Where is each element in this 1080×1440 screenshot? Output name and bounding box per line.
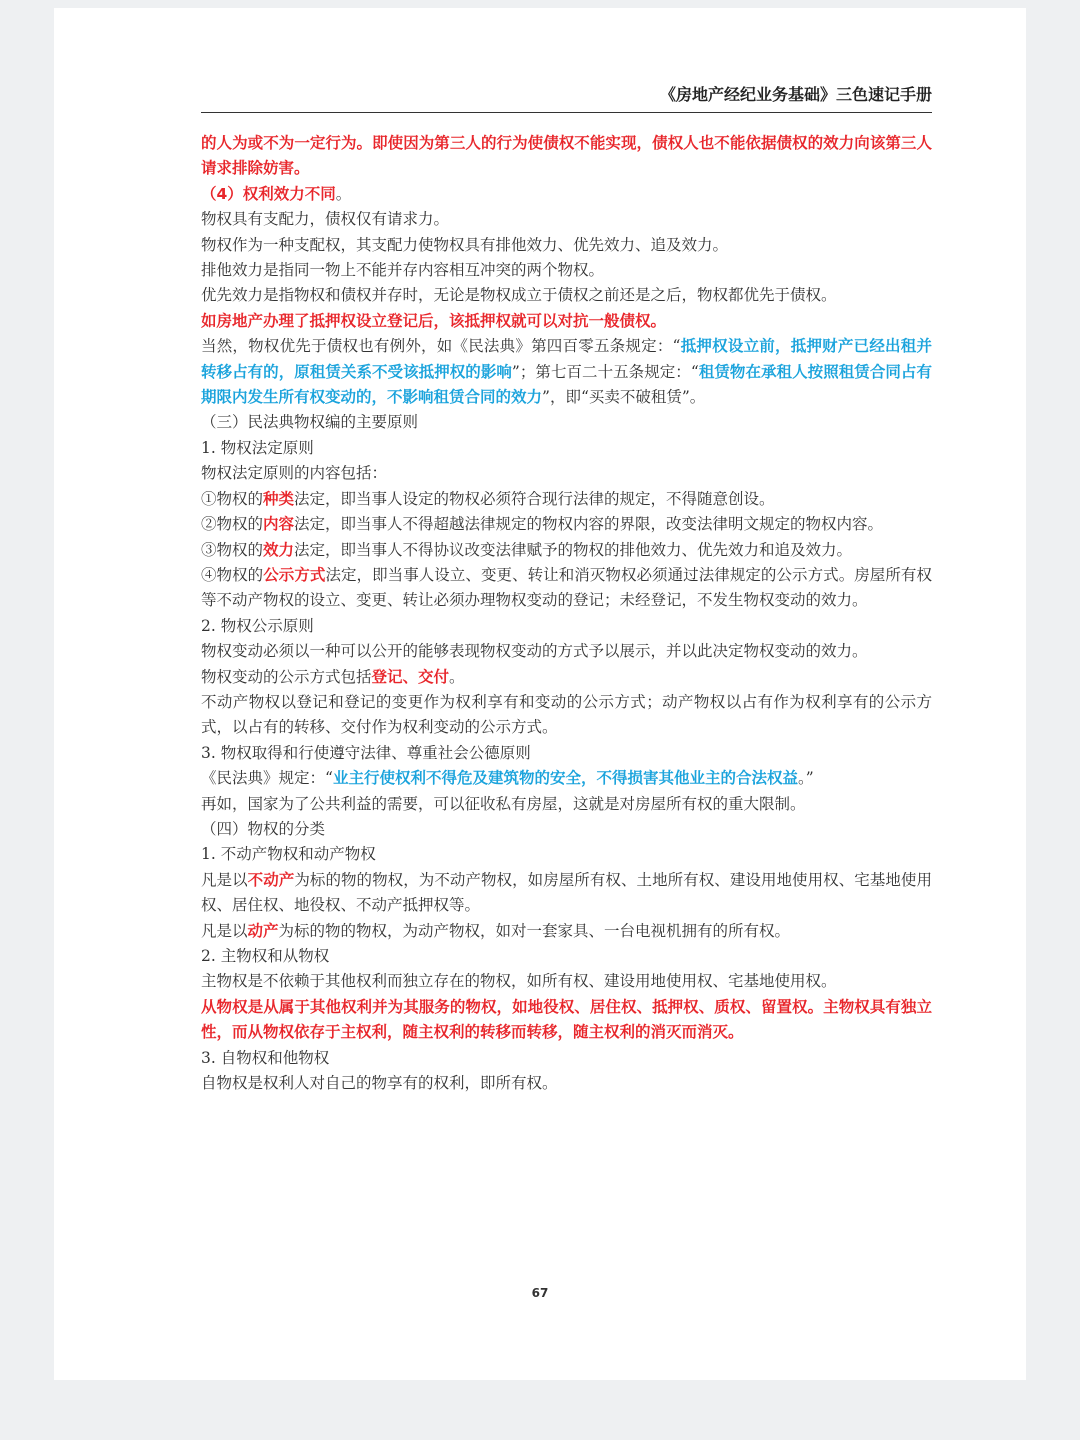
text-run: 3. 自物权和他物权: [201, 1048, 330, 1067]
red-highlight-text: 种类: [263, 489, 295, 508]
text-run: 排他效力是指同一物上不能并存内容相互冲突的两个物权。: [201, 261, 605, 280]
text-run: 。: [449, 667, 465, 686]
red-highlight-text: （4）权利效力不同: [201, 184, 336, 203]
paragraph: [201, 207, 932, 232]
red-highlight-text: 如房地产办理了抵押权设立登记后，该抵押权就可以对抗一般债权。: [201, 311, 667, 330]
red-highlight-text: 内容: [263, 515, 295, 534]
paragraph: [201, 436, 932, 461]
text-run: 物权变动必须以一种可以公开的能够表现物权变动的方式予以展示，并以此决定物权变动的效力。: [201, 642, 868, 661]
text-run: 物权法定原则的内容包括：: [201, 464, 388, 483]
paragraph: [201, 690, 932, 741]
text-run: ③物权的: [201, 540, 264, 559]
blue-highlight-text: 租赁物在承租人按照租赁合同占有期限内发生所有权变动的，不影响租赁合同的效力: [201, 362, 932, 407]
paragraph: [201, 309, 932, 334]
red-highlight-text: 从物权是从属于其他权利并为其服务的物权，如地役权、居住权、抵押权、质权、留置权。主物权具有独立性，而从物权依存于主权利，随主权利的转移而转移，随主权利的消灭而消灭。: [201, 997, 932, 1042]
text-run: 当然，物权优先于债权也有例外，如《民法典》第四百零五条规定：“: [201, 337, 681, 356]
paragraph: [201, 766, 932, 791]
paragraph: [201, 792, 932, 817]
paragraph: [201, 665, 932, 690]
text-run: ④物权的: [201, 565, 264, 584]
text-run: 再如，国家为了公共利益的需要，可以征收私有房屋，这就是对房屋所有权的重大限制。: [201, 794, 806, 813]
text-run: 为标的物的物权，为不动产物权，如房屋所有权、土地所有权、建设用地使用权、宅基地使用权、居住权、地役权、不动产抵押权等。: [201, 870, 932, 915]
blue-highlight-text: 业主行使权利不得危及建筑物的安全，不得损害其他业主的合法权益: [332, 769, 798, 788]
text-run: 法定，即当事人设立、变更、转让和消灭物权必须通过法律规定的公示方式。房屋所有权等不动产物权的设立、变更、转让必须办理物权变动的登记；未经登记，不发生物权变动的效力。: [201, 565, 932, 610]
text-run: 物权变动的公示方式包括: [201, 667, 372, 686]
paragraph: [201, 741, 932, 766]
text-run: 为标的物的物权，为动产物权，如对一套家具、一台电视机拥有的所有权。: [278, 921, 791, 940]
paragraph: [201, 334, 932, 410]
paragraph: [201, 563, 932, 614]
document-page: [54, 8, 1026, 1380]
text-run: 1. 物权法定原则: [201, 438, 314, 457]
body-text: [201, 131, 932, 1096]
paragraph: [201, 131, 932, 182]
text-run: （三）民法典物权编的主要原则: [201, 413, 419, 432]
page-header: [201, 78, 932, 113]
paragraph: [201, 969, 932, 994]
paragraph: [201, 842, 932, 867]
paragraph: [201, 614, 932, 639]
red-highlight-text: 动产: [247, 921, 279, 940]
paragraph: [201, 283, 932, 308]
text-run: 优先效力是指物权和债权并存时，无论是物权成立于债权之前还是之后，物权都优先于债权。: [201, 286, 837, 305]
red-highlight-text: 的人为或不为一定行为。即使因为第三人的行为使债权不能实现，债权人也不能依据债权的效力向该第三人请求排除妨害。: [201, 134, 932, 178]
text-run: ”，即“买卖不破租赁”。: [542, 388, 706, 407]
text-run: 自物权是权利人对自己的物享有的权利，即所有权。: [201, 1074, 558, 1093]
text-run: （四）物权的分类: [201, 819, 326, 838]
text-run: 。”: [797, 769, 814, 788]
text-run: 法定，即当事人不得超越法律规定的物权内容的界限，改变法律明文规定的物权内容。: [294, 515, 884, 534]
text-run: 。: [335, 184, 352, 203]
text-run: 物权具有支配力，债权仅有请求力。: [201, 210, 450, 229]
text-run: ②物权的: [201, 515, 264, 534]
text-run: 1. 不动产物权和动产物权: [201, 845, 376, 864]
paragraph: [201, 919, 932, 944]
page-number: 67: [531, 1286, 549, 1300]
paragraph: [201, 512, 932, 537]
paragraph: [201, 410, 932, 435]
text-run: 主物权是不依赖于其他权利而独立存在的物权，如所有权、建设用地使用权、宅基地使用权。: [201, 972, 837, 991]
red-highlight-text: 效力: [263, 540, 295, 559]
text-run: 凡是以: [201, 921, 248, 940]
text-run: 凡是以: [201, 870, 248, 889]
red-highlight-text: 公示方式: [263, 565, 326, 584]
paragraph: [201, 538, 932, 563]
text-run: 不动产物权以登记和登记的变更作为权利享有和变动的公示方式；动产物权以占有作为权利享有的公示方式，以占有的转移、交付作为权利变动的公示方式。: [201, 692, 932, 737]
paragraph: [201, 233, 932, 258]
paragraph: [201, 817, 932, 842]
text-run: 法定，即当事人不得协议改变法律赋予的物权的排他效力、优先效力和追及效力。: [294, 540, 853, 559]
blue-highlight-text: 抵押权设立前，抵押财产已经出租并转移占有的，原租赁关系不受该抵押权的影响: [201, 337, 932, 381]
paragraph: [201, 944, 932, 969]
header-title: 《房地产经纪业务基础》三色速记手册: [659, 85, 932, 104]
text-run: 3. 物权取得和行使遵守法律、尊重社会公德原则: [201, 743, 531, 762]
paragraph: [201, 258, 932, 283]
text-run: 物权作为一种支配权，其支配力使物权具有排他效力、优先效力、追及效力。: [201, 235, 729, 254]
red-highlight-text: 登记、交付: [371, 667, 450, 686]
text-run: 法定，即当事人设定的物权必须符合现行法律的规定，不得随意创设。: [294, 489, 775, 508]
paragraph: [201, 995, 932, 1046]
text-run: ”；第七百二十五条规定：“: [511, 362, 699, 381]
paragraph: [201, 182, 932, 207]
red-highlight-text: 不动产: [247, 870, 295, 889]
text-run: 《民法典》规定：“: [201, 769, 333, 788]
text-run: 2. 主物权和从物权: [201, 947, 330, 965]
paragraph: [201, 461, 932, 486]
text-run: ①物权的: [201, 489, 264, 508]
text-run: 2. 物权公示原则: [201, 616, 314, 635]
paragraph: [201, 487, 932, 512]
paragraph: [201, 868, 932, 919]
paragraph: [201, 1046, 932, 1071]
paragraph: [201, 639, 932, 664]
paragraph: [201, 1071, 932, 1096]
